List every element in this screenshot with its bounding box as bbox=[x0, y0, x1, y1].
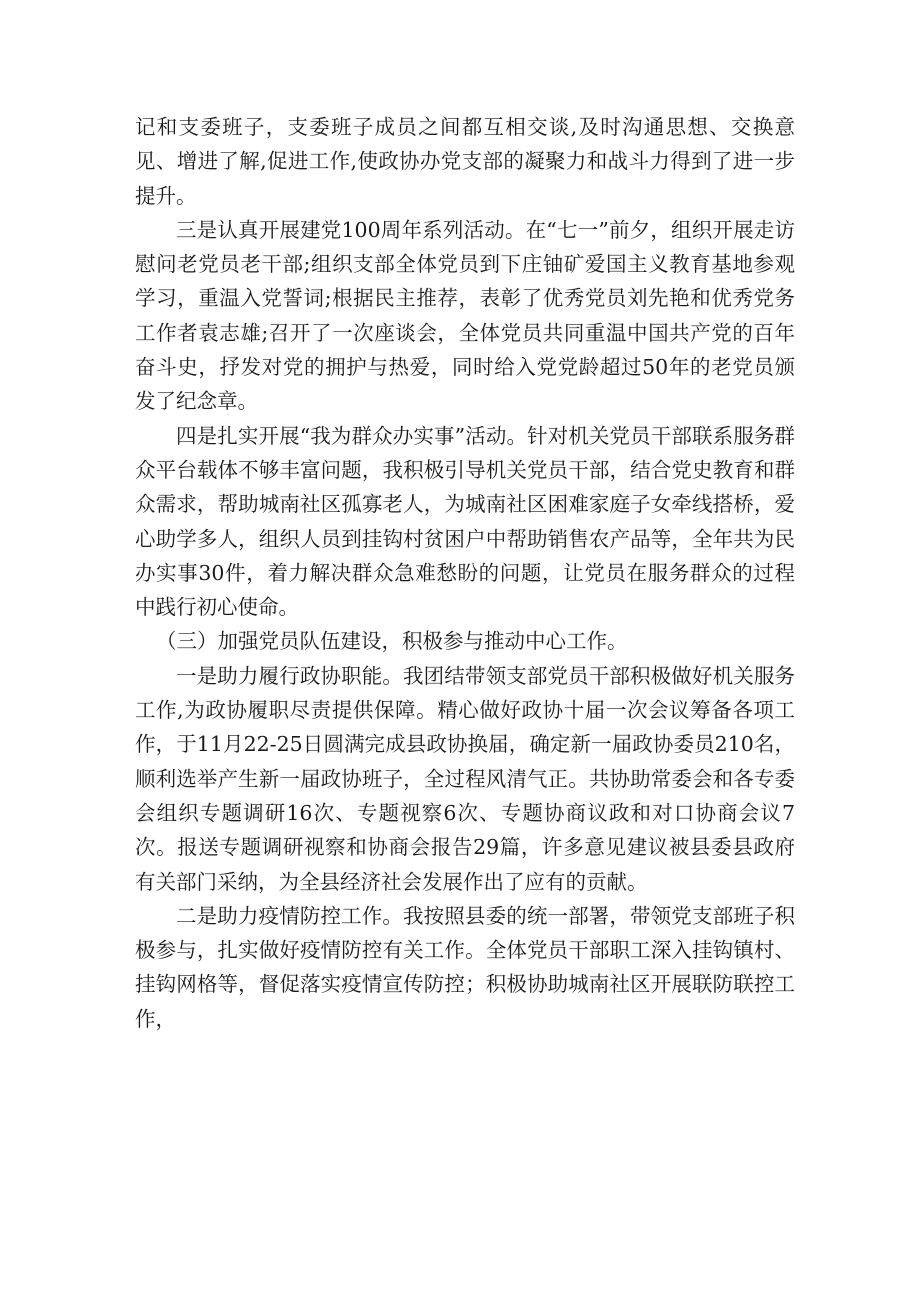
document-body bbox=[135, 110, 795, 1036]
paragraph-epidemic-prevention: 二是助力疫情防控工作。我按照县委的统一部署，带领党支部班子积极参与，扎实做好疫情防控有关工作。全体党员干部职工深入挂钩镇村、挂钩网格等，督促落实疫情宣传防控；积极协助城南社区开展联防联控工作， bbox=[135, 903, 795, 1031]
paragraph-cppcc-duties: 一是助力履行政协职能。我团结带领支部党员干部积极做好机关服务工作,为政协履职尽责提供保障。精心做好政协十届一次会议筹备各项工作，于11月22-25日圆满完成县政协换届，确定新一届政协委员210名，顺利选举产生新一届政协班子，全过程风清气正。共协助常委会和各专委会组织专题调研16次、专题视察6次、专题协商议政和对口协商会议7次。报送专题调研视察和协商会报告29篇，许多意见建议被县委县政府有关部门采纳，为全县经济社会发展作出了应有的贡献。 bbox=[135, 663, 795, 894]
paragraph-practical-deeds-for-masses: 四是扎实开展“我为群众办实事”活动。针对机关党员干部联系服务群众平台载体不够丰富问题，我积极引导机关党员干部，结合党史教育和群众需求，帮助城南社区孤寡老人，为城南社区困难家庭子女牵线搭桥，爱心助学多人，组织人员到挂钩村贫困户中帮助销售农产品等，全年共为民办实事30件，着力解决群众急难愁盼的问题，让党员在服务群众的过程中践行初心使命。 bbox=[135, 423, 795, 620]
section-heading-three: （三）加强党员队伍建设，积极参与推动中心工作。 bbox=[156, 629, 628, 654]
paragraph-continuation: 记和支委班子，支委班子成员之间都互相交谈,及时沟通思想、交换意见、增进了解,促进工作,使政协办党支部的凝聚力和战斗力得到了进一步提升。 bbox=[135, 115, 795, 208]
paragraph-party-centenary-activities: 三是认真开展建党100周年系列活动。在“七一”前夕，组织开展走访慰问老党员老干部;组织支部全体党员到下庄铀矿爱国主义教育基地参观学习，重温入党誓词;根据民主推荐，表彰了优秀党员刘先艳和优秀党务工作者袁志雄;召开了一次座谈会，全体党员共同重温中国共产党的百年奋斗史，抒发对党的拥护与热爱，同时给入党党龄超过50年的老党员颁发了纪念章。 bbox=[135, 217, 795, 414]
